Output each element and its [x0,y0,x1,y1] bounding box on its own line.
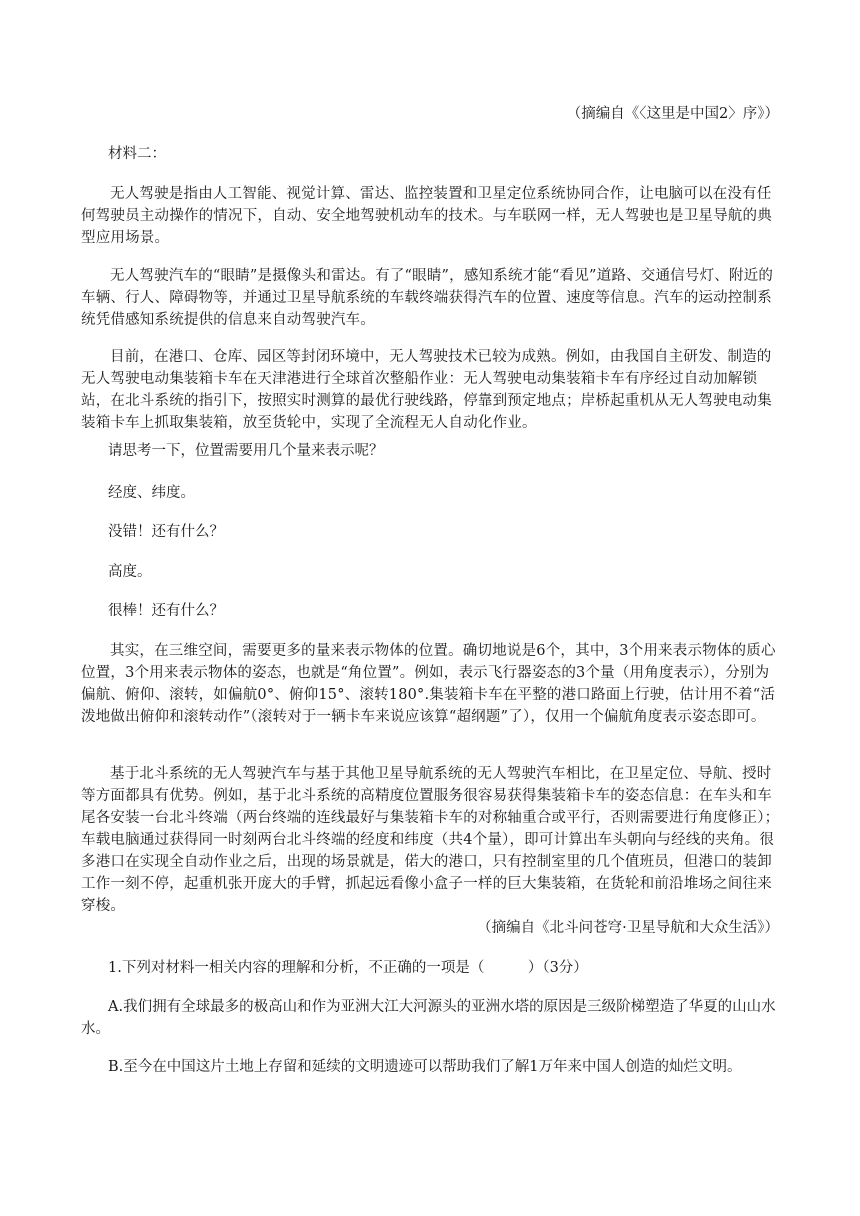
question-1: 1.下列对材料一相关内容的理解和分析，不正确的一项是（ ）（3分） [108,960,588,976]
dialog-line-3: 没错！还有什么？ [108,524,224,540]
dialog-line-4: 高度。 [108,564,152,580]
dialog-line-2: 经度、纬度。 [108,485,195,501]
paragraph-definition: 无人驾驶是指由人工智能、视觉计算、雷达、监控装置和卫星定位系统协同合作，让电脑可以在没有任何驾驶员主动操作的情况下，自动、安全地驾驶机动车的技术。与车联网一样，无人驾驶也是卫星导航的典型应用场景。 [81,186,772,246]
paragraph-3d-space: 其实，在三维空间，需要更多的量来表示物体的位置。确切地说是6个，其中，3个用来表示物体的质心位置，3个用来表示物体的姿态，也就是“角位置”。例如，表示飞行器姿态的3个量（用角度表示），分别为偏航、俯仰、滚转，如偏航0°、俯仰15°、滚转180°.集装箱卡车在平整的港口路面上行驶，估计用不着“活泼地做出俯仰和滚转动作”（滚转对于一辆卡车来说应该算“超纲题”了），仅用一个偏航角度表示姿态即可。 [81,643,776,725]
material-two-heading: 材料二： [108,146,166,162]
paragraph-port: 目前，在港口、仓库、园区等封闭环境中，无人驾驶技术已较为成熟。例如，由我国自主研发、制造的无人驾驶电动集装箱卡车在天津港进行全球首次整船作业：无人驾驶电动集装箱卡车有序经过自动加解锁站，在北斗系统的指引下，按照实时测算的最优行驶线路，停靠到预定地点；岸桥起重机从无人驾驶电动集装箱卡车上抓取集装箱，放至货轮中，实现了全流程无人自动化作业。 [81,349,772,431]
option-a: A.我们拥有全球最多的极高山和作为亚洲大江大河源头的亚洲水塔的原因是三级阶梯塑造了华夏的山山水水。 [81,999,776,1037]
dialog-line-1: 请思考一下，位置需要用几个量来表示呢？ [108,443,384,459]
option-b: B.至今在中国这片土地上存留和延续的文明遗迹可以帮助我们了解1万年来中国人创造的灿烂文明。 [108,1059,742,1075]
source-citation-1: （摘编自《〈这里是中国2〉序》） [566,106,779,122]
dialog-line-5: 很棒！还有什么？ [108,603,224,619]
source-citation-2: （摘编自《北斗问苍穹·卫星导航和大众生活》） [477,920,779,936]
paragraph-beidou: 基于北斗系统的无人驾驶汽车与基于其他卫星导航系统的无人驾驶汽车相比，在卫星定位、导航、授时等方面都具有优势。例如，基于北斗系统的高精度位置服务很容易获得集装箱卡车的姿态信息：在车头和车尾各安装一台北斗终端（两台终端的连线最好与集装箱卡车的对称轴重合或平行，否则需要进行角度修正）；车载电脑通过获得同一时刻两台北斗终端的经度和纬度（共4个量），即可计算出车头朝向与经线的夹角。很多港口在实现全自动作业之后，出现的场景就是，偌大的港口，只有控制室里的几个值班员，但港口的装卸工作一刻不停，起重机张开庞大的手臂，抓起远看像小盒子一样的巨大集装箱，在货轮和前沿堆场之间往来穿梭。 [81,766,780,914]
paragraph-sensors: 无人驾驶汽车的“眼睛”是摄像头和雷达。有了“眼睛”，感知系统才能“看见”道路、交通信号灯、附近的车辆、行人、障碍物等，并通过卫星导航系统的车载终端获得汽车的位置、速度等信息。汽车的运动控制系统凭借感知系统提供的信息来自动驾驶汽车。 [81,268,774,328]
